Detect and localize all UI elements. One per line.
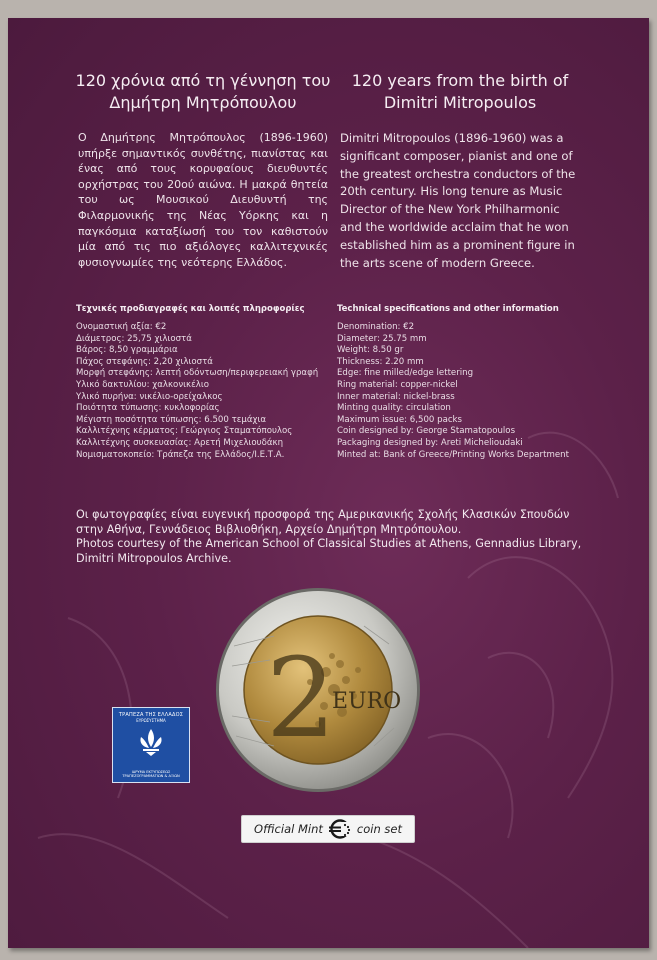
english-title-line-1: 120 years from the birth of	[351, 71, 569, 90]
spec-item: Υλικό δακτυλίου: χαλκονικέλιο	[76, 379, 209, 390]
english-specs-list	[337, 322, 569, 461]
greek-title-line-2: Δημήτρη Μητρόπουλου	[109, 93, 297, 112]
spec-item: Ποιότητα τύπωσης: κυκλοφορίας	[76, 403, 220, 414]
official-mint-coin-set-badge	[241, 815, 415, 843]
english-paragraph: Dimitri Mitropoulos (1896-1960) was a significant composer, pianist and one of the greatest orchestra conductors of the 20th century. His long tenure as Music Director of the New York Philharmonic and the worldwide acclaim that he won established him as a prominent figure in the arts scene of modern Greece.	[340, 131, 576, 270]
spec-item: Βάρος: 8,50 γραμμάρια	[76, 345, 178, 356]
spec-item: Minted at: Bank of Greece/Printing Works Department	[337, 449, 569, 460]
logo-line-2: ΕΥΡΩΣΥΣΤΗΜΑ	[136, 718, 166, 723]
greek-specs-heading: Τεχνικές προδιαγραφές και λοιπές πληροφορίες	[76, 304, 305, 314]
spec-item: Minting quality: circulation	[337, 403, 451, 414]
english-specs-heading: Technical specifications and other information	[337, 304, 559, 314]
spec-item: Μορφή στεφάνης: λεπτή οδόντωση/περιφερειακή γραφή	[76, 368, 319, 379]
bank-of-greece-logo	[112, 707, 190, 783]
spec-item: Ονομαστική αξία: €2	[76, 322, 167, 332]
logo-line-1: ΤΡΑΠΕΖΑ ΤΗΣ ΕΛΛΑΔΟΣ	[118, 712, 184, 718]
greek-specs-list	[76, 322, 318, 461]
greek-paragraph: Ο Δημήτρης Μητρόπουλος (1896-1960) υπήρξε σημαντικός συνθέτης, πιανίστας και ένας από τους κορυφαίους διευθυντές ορχήστρας του 20ού αιώνα. Η μακρά θητεία του ως Μουσικού Διευθυντή της Φιλαρμονικής της Νέας Υόρκης και η παγκόσμια καταξίωσή του τον καθιστούν μία από τις πιο αξιόλογες καλλιτεχνικές φυσιογνωμίες της νεότερης Ελλάδος.	[78, 131, 328, 269]
spec-item: Υλικό πυρήνα: νικέλιο-ορείχαλκος	[76, 391, 223, 402]
spec-item: Καλλιτέχνης κέρματος: Γεώργιος Σταματόπουλος	[76, 426, 293, 437]
greek-title-line-1: 120 χρόνια από τη γέννηση του	[75, 71, 331, 90]
spec-item: Ring material: copper-nickel	[337, 379, 458, 390]
spec-item: Thickness: 2.20 mm	[337, 356, 424, 367]
spec-item: Διάμετρος: 25,75 χιλιοστά	[76, 333, 192, 344]
photo-credits-english: Photos courtesy of the American School of Classical Studies at Athens, Gennadius Library, Dimitri Mitropoulos Archive.	[76, 537, 582, 565]
badge-right-text: coin set	[356, 822, 402, 836]
photo-credits-greek: Οι φωτογραφίες είναι ευγενική προσφορά της Αμερικανικής Σχολής Κλασικών Σπουδών στην Αθήνα, Γεννάδειος Βιβλιοθήκη, Αρχείο Δημήτρη Μητρόπουλου.	[76, 508, 570, 536]
spec-item: Denomination: €2	[337, 322, 415, 332]
spec-item: Maximum issue: 6,500 packs	[337, 414, 463, 425]
logo-caption	[115, 770, 187, 779]
spec-item: Νομισματοκοπείο: Τράπεζα της Ελλάδος/Ι.Ε.Τ.Α.	[76, 449, 285, 460]
spec-item: Καλλιτέχνης συσκευασίας: Αρετή Μιχελιουδάκη	[76, 437, 284, 448]
coin-set-card	[8, 18, 649, 948]
spec-item: Weight: 8.50 gr	[337, 345, 404, 356]
spec-item: Edge: fine milled/edge lettering	[337, 368, 474, 379]
coin-currency: EURO	[332, 689, 402, 714]
english-title-line-2: Dimitri Mitropoulos	[383, 93, 537, 112]
spec-item: Μέγιστη ποσότητα τύπωσης: 6.500 τεμάχια	[76, 414, 267, 425]
coin-image	[214, 586, 422, 794]
english-title	[340, 70, 580, 114]
logo-line-4: ΤΡΑΠΕΖΟΓΡΑΜΜΑΤΙΩΝ & ΑΞΙΩΝ	[122, 774, 180, 779]
spec-item: Inner material: nickel-brass	[337, 391, 455, 402]
fleur-emblem-icon	[137, 727, 165, 757]
spec-item: Diameter: 25.75 mm	[337, 333, 427, 344]
coin-numeral: 2	[266, 634, 336, 762]
spec-item: Coin designed by: George Stamatopoulos	[337, 426, 516, 437]
photo-credits	[76, 508, 596, 566]
spec-item: Packaging designed by: Areti Michelioudaki	[337, 437, 523, 448]
euro-stars-icon	[327, 819, 353, 839]
two-euro-coin	[214, 586, 422, 794]
greek-title	[68, 70, 338, 114]
badge-left-text: Official Mint	[254, 822, 323, 836]
logo-line-3: ΙΔΡΥΜΑ ΕΚΤΥΠΩΣΕΩΣ	[131, 769, 171, 774]
spec-item: Πάχος στεφάνης: 2,20 χιλιοστά	[76, 356, 213, 367]
